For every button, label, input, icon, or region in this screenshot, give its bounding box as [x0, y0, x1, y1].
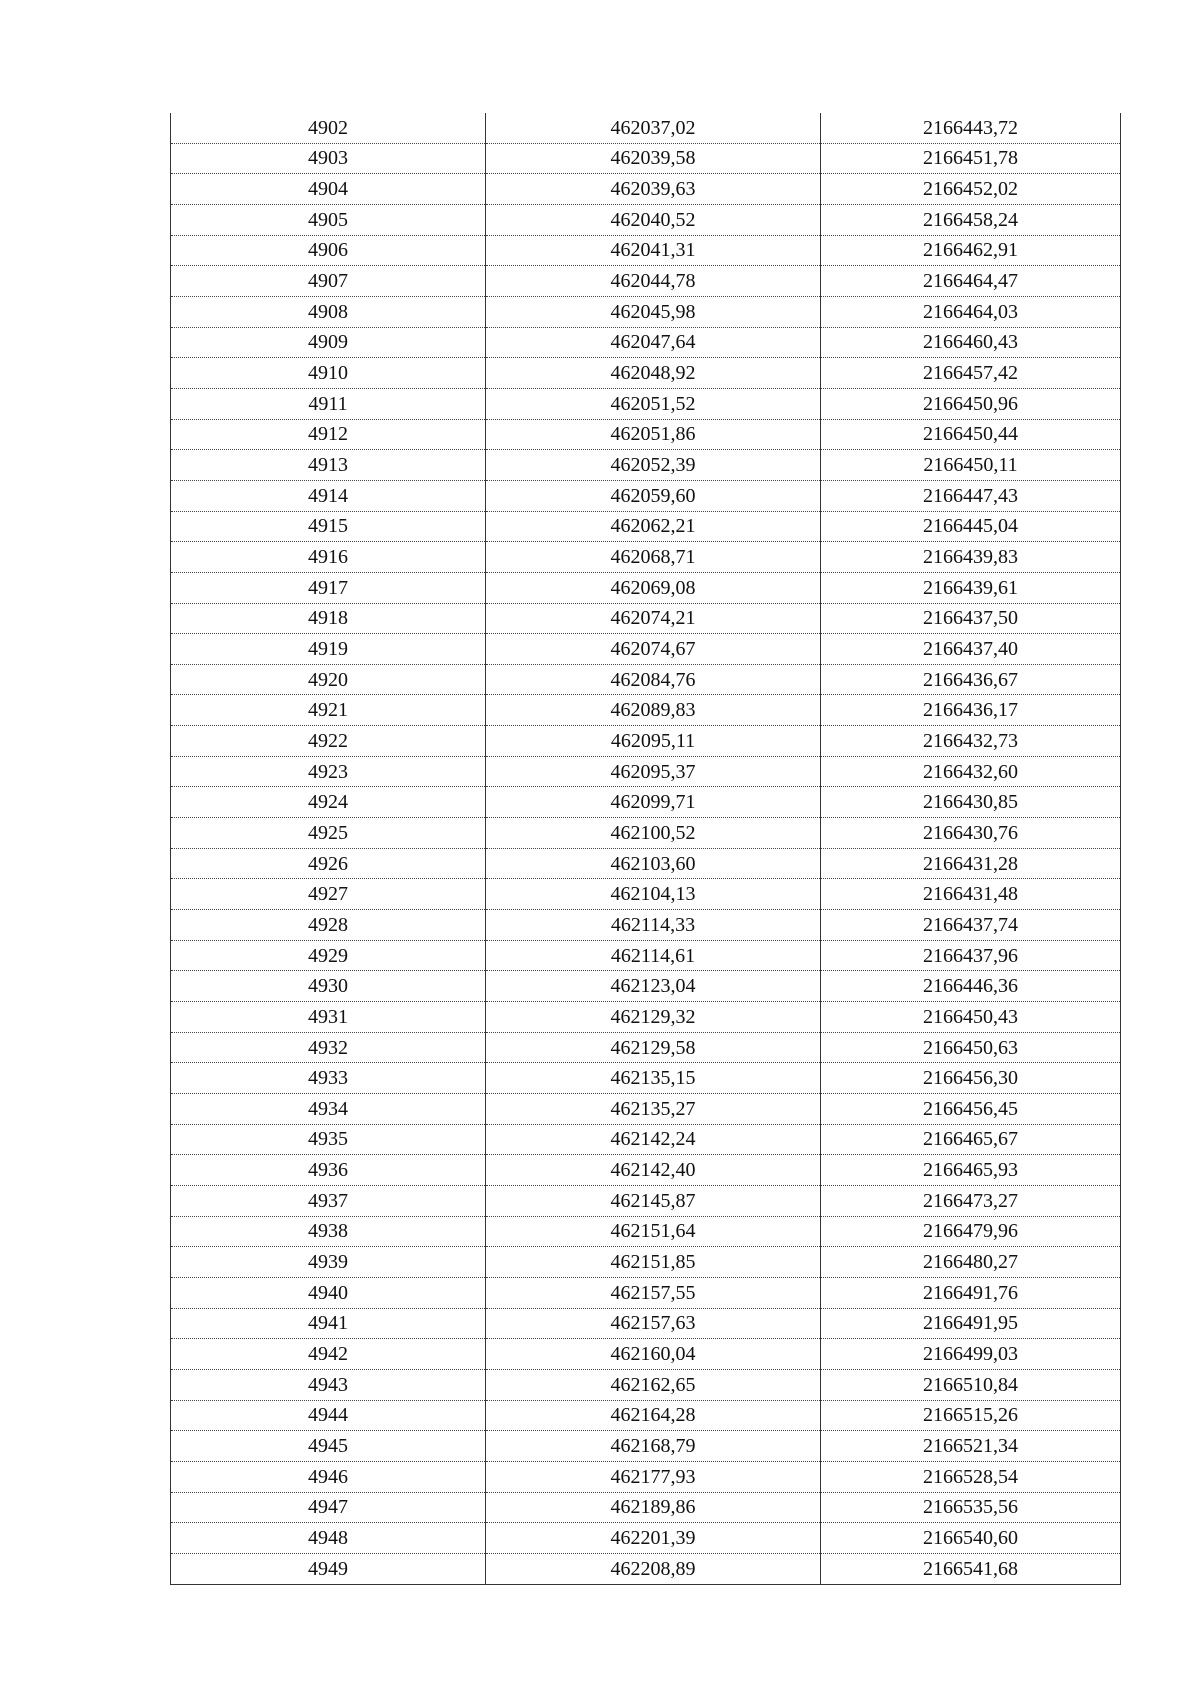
table-row — [171, 818, 1121, 849]
point-number-cell: 4930 — [171, 971, 486, 1002]
x-coordinate-cell: 462103,60 — [486, 848, 821, 879]
x-coordinate-cell: 462177,93 — [486, 1461, 821, 1492]
x-coordinate-cell: 462164,28 — [486, 1400, 821, 1431]
point-number-cell: 4924 — [171, 787, 486, 818]
x-coordinate-cell: 462142,24 — [486, 1124, 821, 1155]
x-coordinate-cell: 462045,98 — [486, 296, 821, 327]
y-coordinate-cell: 2166439,83 — [821, 542, 1121, 573]
x-coordinate-cell: 462037,02 — [486, 113, 821, 143]
table-row — [171, 603, 1121, 634]
table-row — [171, 1431, 1121, 1462]
table-row — [171, 296, 1121, 327]
point-number-cell: 4933 — [171, 1063, 486, 1094]
x-coordinate-cell: 462129,58 — [486, 1032, 821, 1063]
x-coordinate-cell: 462099,71 — [486, 787, 821, 818]
point-number-cell: 4929 — [171, 940, 486, 971]
point-number-cell: 4937 — [171, 1185, 486, 1216]
point-number-cell: 4914 — [171, 480, 486, 511]
table-row — [171, 971, 1121, 1002]
x-coordinate-cell: 462104,13 — [486, 879, 821, 910]
table-row — [171, 1369, 1121, 1400]
x-coordinate-cell: 462142,40 — [486, 1155, 821, 1186]
point-number-cell: 4927 — [171, 879, 486, 910]
y-coordinate-cell: 2166450,11 — [821, 450, 1121, 481]
y-coordinate-cell: 2166451,78 — [821, 143, 1121, 174]
y-coordinate-cell: 2166479,96 — [821, 1216, 1121, 1247]
y-coordinate-cell: 2166450,63 — [821, 1032, 1121, 1063]
table-row — [171, 1002, 1121, 1033]
y-coordinate-cell: 2166436,67 — [821, 664, 1121, 695]
table-row — [171, 450, 1121, 481]
point-number-cell: 4931 — [171, 1002, 486, 1033]
y-coordinate-cell: 2166521,34 — [821, 1431, 1121, 1462]
x-coordinate-cell: 462062,21 — [486, 511, 821, 542]
y-coordinate-cell: 2166437,74 — [821, 910, 1121, 941]
point-number-cell: 4918 — [171, 603, 486, 634]
y-coordinate-cell: 2166540,60 — [821, 1523, 1121, 1554]
x-coordinate-cell: 462059,60 — [486, 480, 821, 511]
y-coordinate-cell: 2166437,96 — [821, 940, 1121, 971]
point-number-cell: 4920 — [171, 664, 486, 695]
x-coordinate-cell: 462068,71 — [486, 542, 821, 573]
coordinates-table-body — [171, 113, 1121, 1584]
x-coordinate-cell: 462051,52 — [486, 388, 821, 419]
y-coordinate-cell: 2166437,40 — [821, 634, 1121, 665]
x-coordinate-cell: 462089,83 — [486, 695, 821, 726]
table-row — [171, 542, 1121, 573]
y-coordinate-cell: 2166431,28 — [821, 848, 1121, 879]
y-coordinate-cell: 2166432,73 — [821, 726, 1121, 757]
x-coordinate-cell: 462189,86 — [486, 1492, 821, 1523]
table-row — [171, 1339, 1121, 1370]
coordinates-table — [170, 113, 1121, 1585]
table-row — [171, 1247, 1121, 1278]
y-coordinate-cell: 2166480,27 — [821, 1247, 1121, 1278]
y-coordinate-cell: 2166464,03 — [821, 296, 1121, 327]
y-coordinate-cell: 2166458,24 — [821, 204, 1121, 235]
point-number-cell: 4916 — [171, 542, 486, 573]
y-coordinate-cell: 2166491,76 — [821, 1277, 1121, 1308]
table-row — [171, 1400, 1121, 1431]
y-coordinate-cell: 2166456,30 — [821, 1063, 1121, 1094]
table-row — [171, 726, 1121, 757]
y-coordinate-cell: 2166439,61 — [821, 572, 1121, 603]
table-row — [171, 1216, 1121, 1247]
point-number-cell: 4945 — [171, 1431, 486, 1462]
y-coordinate-cell: 2166437,50 — [821, 603, 1121, 634]
point-number-cell: 4936 — [171, 1155, 486, 1186]
y-coordinate-cell: 2166456,45 — [821, 1094, 1121, 1125]
table-row — [171, 1124, 1121, 1155]
point-number-cell: 4921 — [171, 695, 486, 726]
x-coordinate-cell: 462114,61 — [486, 940, 821, 971]
y-coordinate-cell: 2166464,47 — [821, 266, 1121, 297]
point-number-cell: 4939 — [171, 1247, 486, 1278]
point-number-cell: 4947 — [171, 1492, 486, 1523]
point-number-cell: 4934 — [171, 1094, 486, 1125]
point-number-cell: 4932 — [171, 1032, 486, 1063]
x-coordinate-cell: 462123,04 — [486, 971, 821, 1002]
table-row — [171, 940, 1121, 971]
table-row — [171, 327, 1121, 358]
table-row — [171, 143, 1121, 174]
point-number-cell: 4902 — [171, 113, 486, 143]
y-coordinate-cell: 2166465,93 — [821, 1155, 1121, 1186]
x-coordinate-cell: 462162,65 — [486, 1369, 821, 1400]
y-coordinate-cell: 2166457,42 — [821, 358, 1121, 389]
table-row — [171, 848, 1121, 879]
y-coordinate-cell: 2166447,43 — [821, 480, 1121, 511]
y-coordinate-cell: 2166431,48 — [821, 879, 1121, 910]
point-number-cell: 4907 — [171, 266, 486, 297]
x-coordinate-cell: 462135,15 — [486, 1063, 821, 1094]
y-coordinate-cell: 2166446,36 — [821, 971, 1121, 1002]
x-coordinate-cell: 462095,37 — [486, 756, 821, 787]
x-coordinate-cell: 462084,76 — [486, 664, 821, 695]
point-number-cell: 4919 — [171, 634, 486, 665]
point-number-cell: 4923 — [171, 756, 486, 787]
x-coordinate-cell: 462044,78 — [486, 266, 821, 297]
y-coordinate-cell: 2166432,60 — [821, 756, 1121, 787]
x-coordinate-cell: 462145,87 — [486, 1185, 821, 1216]
point-number-cell: 4935 — [171, 1124, 486, 1155]
x-coordinate-cell: 462052,39 — [486, 450, 821, 481]
x-coordinate-cell: 462100,52 — [486, 818, 821, 849]
y-coordinate-cell: 2166462,91 — [821, 235, 1121, 266]
point-number-cell: 4904 — [171, 174, 486, 205]
point-number-cell: 4909 — [171, 327, 486, 358]
table-row — [171, 1094, 1121, 1125]
point-number-cell: 4941 — [171, 1308, 486, 1339]
y-coordinate-cell: 2166445,04 — [821, 511, 1121, 542]
x-coordinate-cell: 462160,04 — [486, 1339, 821, 1370]
y-coordinate-cell: 2166473,27 — [821, 1185, 1121, 1216]
table-row — [171, 910, 1121, 941]
point-number-cell: 4917 — [171, 572, 486, 603]
point-number-cell: 4912 — [171, 419, 486, 450]
x-coordinate-cell: 462157,55 — [486, 1277, 821, 1308]
x-coordinate-cell: 462095,11 — [486, 726, 821, 757]
x-coordinate-cell: 462157,63 — [486, 1308, 821, 1339]
y-coordinate-cell: 2166499,03 — [821, 1339, 1121, 1370]
x-coordinate-cell: 462039,58 — [486, 143, 821, 174]
table-row — [171, 358, 1121, 389]
y-coordinate-cell: 2166535,56 — [821, 1492, 1121, 1523]
point-number-cell: 4928 — [171, 910, 486, 941]
x-coordinate-cell: 462074,21 — [486, 603, 821, 634]
x-coordinate-cell: 462074,67 — [486, 634, 821, 665]
x-coordinate-cell: 462114,33 — [486, 910, 821, 941]
point-number-cell: 4911 — [171, 388, 486, 419]
y-coordinate-cell: 2166452,02 — [821, 174, 1121, 205]
point-number-cell: 4903 — [171, 143, 486, 174]
table-row — [171, 388, 1121, 419]
table-row — [171, 572, 1121, 603]
table-row — [171, 235, 1121, 266]
x-coordinate-cell: 462168,79 — [486, 1431, 821, 1462]
y-coordinate-cell: 2166510,84 — [821, 1369, 1121, 1400]
x-coordinate-cell: 462201,39 — [486, 1523, 821, 1554]
table-row — [171, 1032, 1121, 1063]
table-row — [171, 695, 1121, 726]
table-row — [171, 204, 1121, 235]
x-coordinate-cell: 462069,08 — [486, 572, 821, 603]
point-number-cell: 4949 — [171, 1553, 486, 1584]
point-number-cell: 4943 — [171, 1369, 486, 1400]
table-row — [171, 419, 1121, 450]
point-number-cell: 4948 — [171, 1523, 486, 1554]
table-row — [171, 1155, 1121, 1186]
table-row — [171, 174, 1121, 205]
table-row — [171, 1523, 1121, 1554]
table-row — [171, 1277, 1121, 1308]
x-coordinate-cell: 462151,85 — [486, 1247, 821, 1278]
point-number-cell: 4915 — [171, 511, 486, 542]
y-coordinate-cell: 2166491,95 — [821, 1308, 1121, 1339]
x-coordinate-cell: 462047,64 — [486, 327, 821, 358]
point-number-cell: 4905 — [171, 204, 486, 235]
x-coordinate-cell: 462040,52 — [486, 204, 821, 235]
table-row — [171, 1492, 1121, 1523]
y-coordinate-cell: 2166436,17 — [821, 695, 1121, 726]
table-row — [171, 1553, 1121, 1584]
point-number-cell: 4942 — [171, 1339, 486, 1370]
table-row — [171, 756, 1121, 787]
y-coordinate-cell: 2166430,76 — [821, 818, 1121, 849]
point-number-cell: 4910 — [171, 358, 486, 389]
table-row — [171, 1063, 1121, 1094]
point-number-cell: 4925 — [171, 818, 486, 849]
table-row — [171, 511, 1121, 542]
x-coordinate-cell: 462048,92 — [486, 358, 821, 389]
x-coordinate-cell: 462039,63 — [486, 174, 821, 205]
x-coordinate-cell: 462135,27 — [486, 1094, 821, 1125]
y-coordinate-cell: 2166515,26 — [821, 1400, 1121, 1431]
y-coordinate-cell: 2166465,67 — [821, 1124, 1121, 1155]
x-coordinate-cell: 462151,64 — [486, 1216, 821, 1247]
point-number-cell: 4908 — [171, 296, 486, 327]
table-row — [171, 1185, 1121, 1216]
y-coordinate-cell: 2166541,68 — [821, 1553, 1121, 1584]
point-number-cell: 4946 — [171, 1461, 486, 1492]
point-number-cell: 4922 — [171, 726, 486, 757]
x-coordinate-cell: 462208,89 — [486, 1553, 821, 1584]
x-coordinate-cell: 462051,86 — [486, 419, 821, 450]
point-number-cell: 4944 — [171, 1400, 486, 1431]
point-number-cell: 4938 — [171, 1216, 486, 1247]
x-coordinate-cell: 462129,32 — [486, 1002, 821, 1033]
y-coordinate-cell: 2166430,85 — [821, 787, 1121, 818]
point-number-cell: 4913 — [171, 450, 486, 481]
point-number-cell: 4940 — [171, 1277, 486, 1308]
x-coordinate-cell: 462041,31 — [486, 235, 821, 266]
table-row — [171, 664, 1121, 695]
y-coordinate-cell: 2166450,96 — [821, 388, 1121, 419]
table-row — [171, 787, 1121, 818]
table-row — [171, 480, 1121, 511]
y-coordinate-cell: 2166460,43 — [821, 327, 1121, 358]
table-row — [171, 1308, 1121, 1339]
y-coordinate-cell: 2166528,54 — [821, 1461, 1121, 1492]
table-row — [171, 113, 1121, 143]
y-coordinate-cell: 2166450,44 — [821, 419, 1121, 450]
y-coordinate-cell: 2166443,72 — [821, 113, 1121, 143]
point-number-cell: 4906 — [171, 235, 486, 266]
table-row — [171, 266, 1121, 297]
point-number-cell: 4926 — [171, 848, 486, 879]
table-row — [171, 634, 1121, 665]
y-coordinate-cell: 2166450,43 — [821, 1002, 1121, 1033]
table-row — [171, 879, 1121, 910]
table-row — [171, 1461, 1121, 1492]
